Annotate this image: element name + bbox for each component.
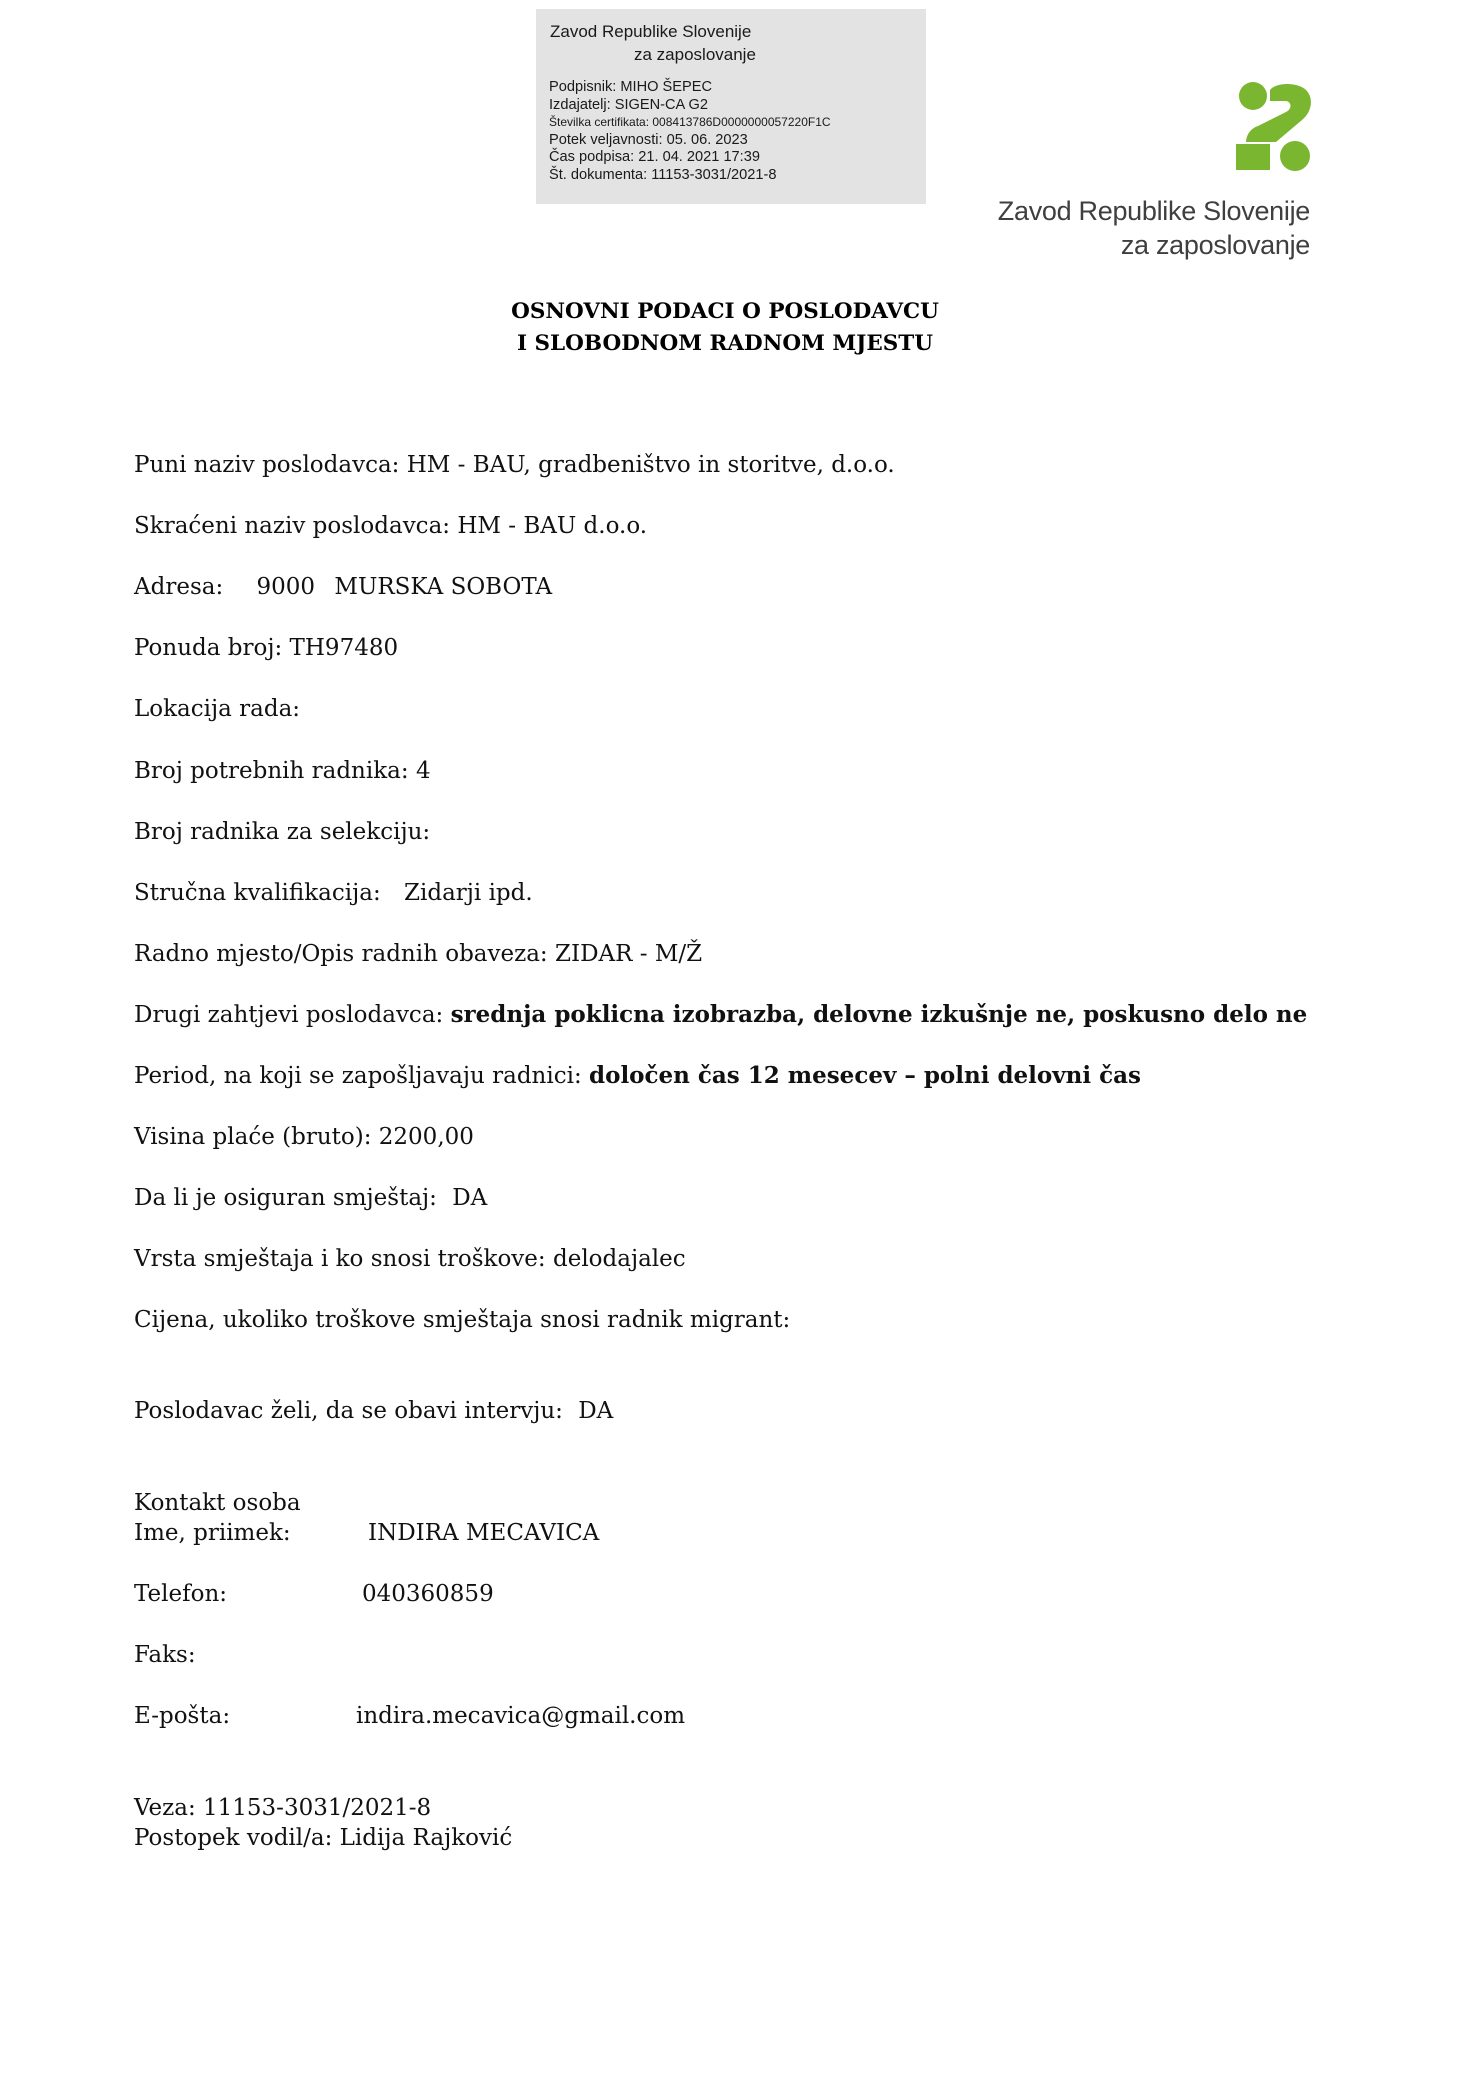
- contact-email-value: indira.mecavica@gmail.com: [356, 1703, 686, 1729]
- job-value: ZIDAR - M/Ž: [555, 941, 703, 967]
- offer-value: TH97480: [289, 635, 399, 661]
- field-short-name: [134, 511, 647, 541]
- housing-value: DA: [452, 1185, 488, 1211]
- field-workers-needed: [134, 756, 431, 786]
- field-qualification: [134, 878, 533, 908]
- housing-type-value: delodajalec: [552, 1246, 686, 1272]
- contact-email-label: E-pošta:: [134, 1703, 231, 1729]
- contact-heading: Kontakt osoba: [134, 1490, 301, 1516]
- period-label: Period, na koji se zapošljavaju radnici:: [134, 1063, 582, 1089]
- requirements-value: srednja poklicna izobrazba, delovne izkušnje ne, poskusno delo ne: [450, 1001, 1308, 1028]
- field-offer-number: [134, 633, 398, 663]
- contact-phone-label: Telefon:: [134, 1581, 228, 1607]
- footer-reference: Veza: 11153-3031/2021-8: [134, 1795, 432, 1821]
- location-label: Lokacija rada:: [134, 696, 301, 722]
- signature-org-line2: za zaposlovanje: [634, 45, 756, 64]
- qualification-value: Zidarji ipd.: [404, 880, 533, 906]
- period-value: določen čas 12 mesecev – polni delovni čas: [589, 1062, 1141, 1089]
- signature-signer: Podpisnik: MIHO ŠEPEC: [549, 79, 713, 95]
- logo-text-line2: za zaposlovanje: [1120, 230, 1310, 260]
- housing-type-label: Vrsta smještaja i ko snosi troškove:: [134, 1246, 546, 1272]
- footer-handled-by: Postopek vodil/a: Lidija Rajković: [134, 1825, 513, 1851]
- full-name-value: HM - BAU, gradbeništvo in storitve, d.o.o.: [406, 452, 895, 478]
- signature-details: [549, 79, 831, 184]
- housing-label: Da li je osiguran smještaj:: [134, 1185, 437, 1211]
- interview-value: DA: [578, 1398, 614, 1424]
- document-title-line1: OSNOVNI PODACI O POSLODAVCU: [511, 299, 939, 324]
- logo-text-line1: Zavod Republike Slovenije: [997, 196, 1310, 226]
- field-job-description: [134, 939, 702, 969]
- digital-signature-box: [536, 9, 926, 204]
- contact-fax-label: Faks:: [134, 1642, 196, 1668]
- salary-label: Visina plaće (bruto):: [134, 1124, 372, 1150]
- signature-issuer: Izdajatelj: SIGEN-CA G2: [549, 96, 708, 113]
- field-address: [134, 572, 552, 602]
- signature-doc-number: Št. dokumenta: 11153-3031/2021-8: [549, 166, 777, 183]
- offer-label: Ponuda broj:: [134, 635, 283, 661]
- workers-needed-label: Broj potrebnih radnika:: [134, 758, 409, 784]
- field-workers-selection: [134, 817, 430, 847]
- salary-value: 2200,00: [378, 1124, 474, 1150]
- workers-selection-label: Broj radnika za selekciju:: [134, 819, 431, 845]
- zrss-logo-icon: [1236, 82, 1312, 172]
- requirements-label: Drugi zahtjevi poslodavca:: [134, 1002, 444, 1028]
- contact-name-label: Ime, priimek:: [134, 1520, 291, 1546]
- signature-time: Čas podpisa: 21. 04. 2021 17:39: [549, 149, 760, 165]
- address-city: MURSKA SOBOTA: [334, 574, 553, 600]
- field-housing: [134, 1183, 487, 1213]
- contact-name-value: INDIRA MECAVICA: [368, 1520, 600, 1546]
- workers-needed-value: 4: [415, 758, 431, 784]
- signature-cert-number: Številka certifikata: 008413786D0000000057220F1C: [549, 115, 831, 129]
- signature-validity: Potek veljavnosti: 05. 06. 2023: [549, 131, 748, 148]
- document-title-line2: I SLOBODNOM RADNOM MJESTU: [516, 331, 934, 356]
- short-name-label: Skraćeni naziv poslodavca:: [134, 513, 451, 539]
- contact-phone-value: 040360859: [362, 1581, 494, 1607]
- interview-label: Poslodavac želi, da se obavi intervju:: [134, 1398, 563, 1424]
- field-employment-period: [134, 1061, 1141, 1091]
- field-work-location: [134, 694, 300, 724]
- field-salary: [134, 1122, 474, 1152]
- field-full-name: [134, 450, 895, 480]
- field-housing-price: [134, 1305, 790, 1335]
- document-title: [0, 296, 1450, 360]
- address-label: Adresa:: [134, 574, 224, 600]
- price-label: Cijena, ukoliko troškove smještaja snosi radnik migrant:: [134, 1307, 791, 1333]
- field-requirements: [134, 1000, 1307, 1030]
- address-postal: 9000: [256, 574, 316, 600]
- field-housing-type: [134, 1244, 686, 1274]
- short-name-value: HM - BAU d.o.o.: [457, 513, 648, 539]
- logo-text: [998, 194, 1310, 262]
- signature-org-line1: Zavod Republike Slovenije: [550, 22, 752, 41]
- qualification-label: Stručna kvalifikacija:: [134, 880, 381, 906]
- job-label: Radno mjesto/Opis radnih obaveza:: [134, 941, 548, 967]
- field-interview: [134, 1396, 613, 1426]
- full-name-label: Puni naziv poslodavca:: [134, 452, 400, 478]
